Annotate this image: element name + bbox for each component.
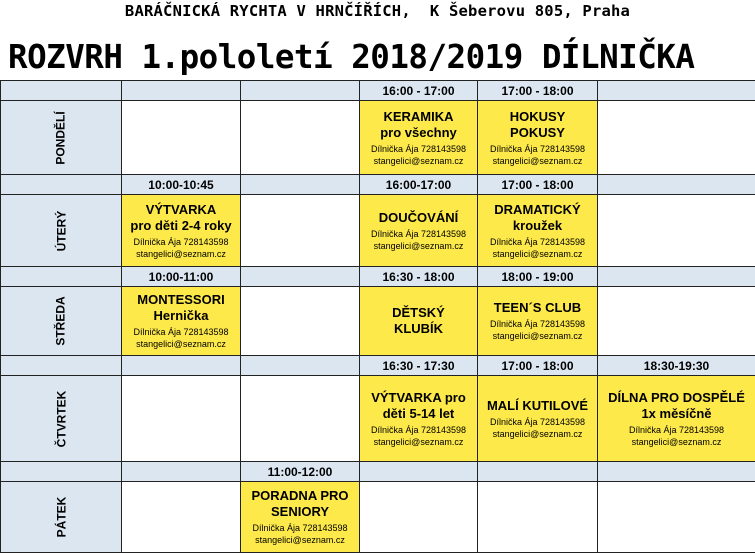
- contact-email: stangelici@seznam.cz: [136, 339, 226, 349]
- day-label: ÚTERÝ: [53, 210, 68, 251]
- day-row-friday: [1, 482, 755, 553]
- activity-cell: [360, 287, 478, 356]
- day-label: PONDĚLÍ: [54, 110, 68, 165]
- empty-cell: [241, 101, 360, 175]
- time-slot: 16:00-17:00: [360, 175, 478, 195]
- activity-cell: [478, 287, 598, 356]
- activity-cell: [360, 101, 478, 175]
- day-label: PÁTEK: [53, 496, 68, 538]
- empty-cell: [478, 482, 598, 553]
- empty-cell: [122, 101, 241, 175]
- time-row-monday: [1, 81, 755, 101]
- empty-cell: [122, 376, 241, 462]
- activity-title: DĚTSKÝ: [392, 305, 445, 320]
- empty-cell: [122, 482, 241, 553]
- activity-title: VÝTVARKA: [145, 201, 217, 217]
- activity-title: MALÍ KUTILOVÉ: [486, 397, 589, 413]
- activity-subtitle: SENIORY: [270, 504, 330, 519]
- time-row-wednesday: [1, 267, 755, 287]
- activity-cell: [598, 376, 755, 462]
- contact-phone: Dílnička Ája 728143598: [628, 424, 725, 435]
- contact-email: stangelici@seznam.cz: [631, 436, 722, 447]
- day-row-monday: [1, 101, 755, 175]
- empty-cell: [241, 287, 360, 356]
- activity-subtitle: pro děti 2-4 roky: [130, 217, 232, 233]
- contact-phone: Dílnička Ája 728143598: [252, 523, 348, 533]
- activity-title: DOUČOVÁNÍ: [378, 209, 459, 225]
- empty-cell: [598, 101, 755, 175]
- contact-phone: Dílnička Ája 728143598: [133, 327, 229, 337]
- contact-email: stangelici@seznam.cz: [373, 240, 464, 251]
- time-slot: 10:00-10:45: [122, 175, 241, 195]
- day-row-thursday: [1, 376, 755, 462]
- time-row-tuesday: [1, 175, 755, 195]
- empty-cell: [598, 482, 755, 553]
- contact-phone: Dílnička Ája 728143598: [489, 416, 586, 427]
- time-slot: 11:00-12:00: [241, 462, 360, 482]
- activity-title: HOKUSY: [509, 108, 566, 124]
- contact-email: stangelici@seznam.cz: [136, 248, 226, 259]
- activity-subtitle: děti 5-14 let: [382, 405, 455, 421]
- empty-cell: [241, 195, 360, 267]
- organization-address: BARÁČNICKÁ RYCHTA V HRNČÍŘÍCH, K Šeberovu 805, Praha: [124, 2, 631, 20]
- contact-email: stangelici@seznam.cz: [492, 248, 583, 259]
- contact-phone: Dílnička Ája 728143598: [370, 424, 467, 435]
- time-slot: 10:00-11:00: [122, 267, 241, 287]
- time-slot: 16:00 - 17:00: [360, 81, 478, 101]
- activity-title: VÝTVARKA pro: [371, 389, 466, 405]
- time-slot: 17:00 - 18:00: [478, 356, 598, 376]
- time-row-thursday: [1, 356, 755, 376]
- time-slot: 17:00 - 18:00: [478, 175, 598, 195]
- activity-cell: [478, 195, 598, 267]
- day-cell-thursday: [1, 376, 122, 462]
- contact-phone: Dílnička Ája 728143598: [370, 143, 467, 154]
- activity-subtitle: kroužek: [512, 217, 563, 233]
- activity-cell: [360, 195, 478, 267]
- day-cell-wednesday: [1, 287, 122, 356]
- time-slot: 18:00 - 19:00: [478, 267, 598, 287]
- day-label: STŘEDA: [54, 296, 68, 346]
- contact-email: stangelici@seznam.cz: [373, 436, 464, 447]
- activity-title: DRAMATICKÝ: [494, 201, 581, 217]
- day-row-tuesday: [1, 195, 755, 267]
- time-slot: 18:30-19:30: [598, 356, 755, 376]
- day-cell-monday: [1, 101, 122, 175]
- activity-subtitle: Hernička: [153, 308, 209, 323]
- day-row-wednesday: [1, 287, 755, 356]
- activity-title: KERAMIKA: [383, 108, 454, 124]
- contact-email: stangelici@seznam.cz: [492, 428, 583, 439]
- contact-email: stangelici@seznam.cz: [492, 155, 583, 166]
- schedule-table: [0, 80, 755, 553]
- contact-phone: Dílnička Ája 728143598: [133, 236, 229, 247]
- activity-subtitle: pro všechny: [380, 124, 457, 140]
- activity-cell: [360, 376, 478, 462]
- activity-title: DÍLNA PRO DOSPĚLÉ: [608, 389, 745, 405]
- time-slot: 16:30 - 17:30: [360, 356, 478, 376]
- contact-email: stangelici@seznam.cz: [255, 535, 345, 545]
- empty-cell: [598, 287, 755, 356]
- activity-cell: [122, 287, 241, 356]
- empty-cell: [241, 376, 360, 462]
- activity-cell: [478, 101, 598, 175]
- contact-phone: Dílnička Ája 728143598: [489, 143, 586, 154]
- time-row-friday: [1, 462, 755, 482]
- empty-cell: [598, 195, 755, 267]
- day-cell-tuesday: [1, 195, 122, 267]
- time-slot: 17:00 - 18:00: [478, 81, 598, 101]
- activity-cell: [241, 482, 360, 553]
- activity-cell: [478, 376, 598, 462]
- activity-subtitle: POKUSY: [510, 124, 565, 140]
- activity-cell: [122, 195, 241, 267]
- activity-title: MONTESSORI: [137, 292, 225, 307]
- day-label: ČTVRTEK: [53, 390, 68, 447]
- schedule-title: ROZVRH 1.pololetí 2018/2019 DÍLNIČKA: [8, 38, 695, 76]
- contact-email: stangelici@seznam.cz: [373, 155, 464, 166]
- activity-title: PORADNA PRO: [251, 488, 349, 503]
- activity-subtitle: 1x měsíčně: [641, 405, 712, 421]
- time-slot: 16:30 - 18:00: [360, 267, 478, 287]
- contact-email: stangelici@seznam.cz: [492, 331, 583, 341]
- activity-subtitle: KLUBÍK: [393, 321, 444, 336]
- activity-title: TEEN´S CLUB: [493, 300, 582, 315]
- day-cell-friday: [1, 482, 122, 553]
- contact-phone: Dílnička Ája 728143598: [489, 319, 586, 329]
- empty-cell: [360, 482, 478, 553]
- contact-phone: Dílnička Ája 728143598: [370, 228, 467, 239]
- contact-phone: Dílnička Ája 728143598: [489, 236, 586, 247]
